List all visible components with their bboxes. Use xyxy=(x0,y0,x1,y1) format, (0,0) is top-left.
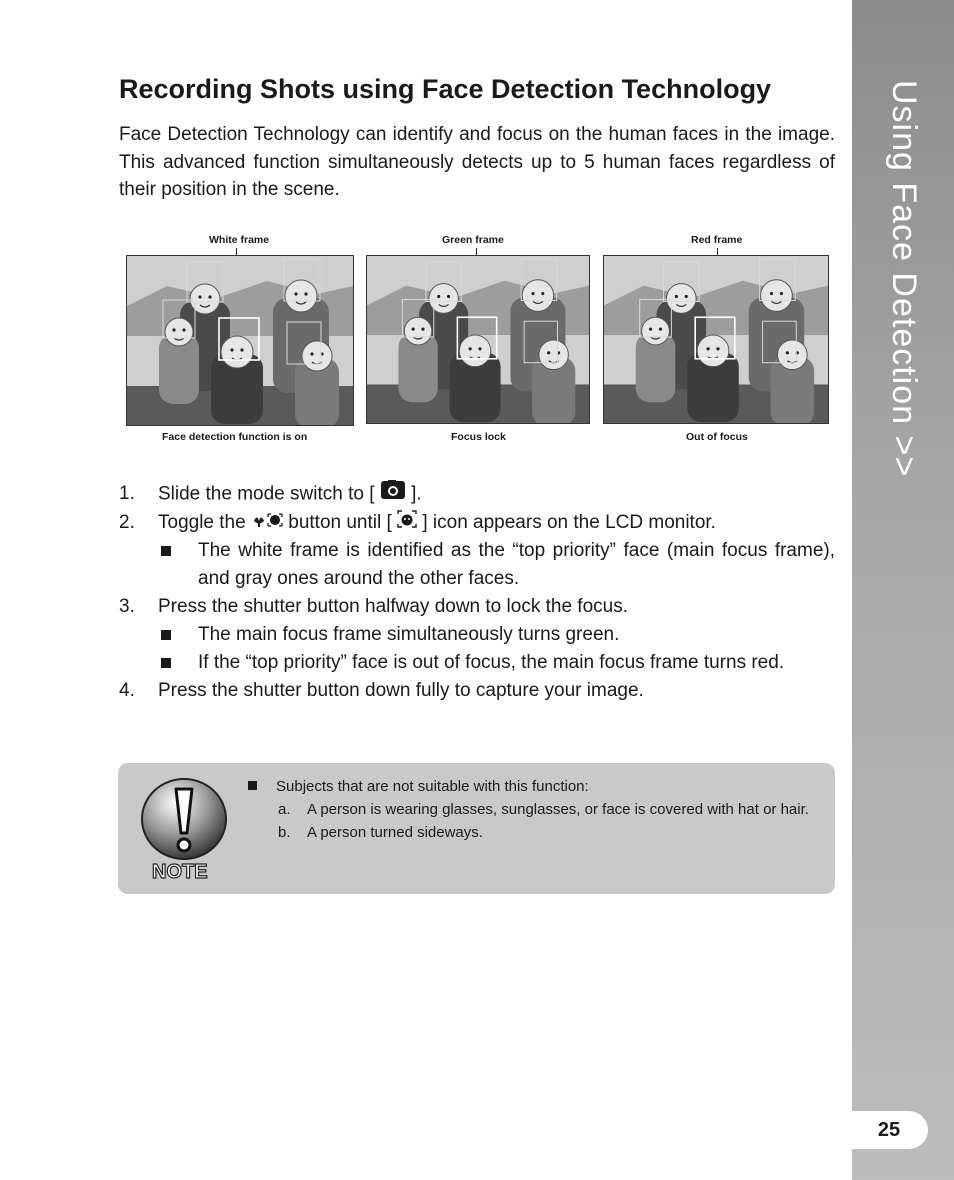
step-bullets xyxy=(158,621,835,677)
step-text: button until [ xyxy=(288,512,392,534)
page-number: 25 xyxy=(850,1111,928,1149)
note-item-letter: a. xyxy=(278,801,291,818)
step-number: 1. xyxy=(119,483,135,504)
square-bullet-icon xyxy=(161,546,171,556)
bullet-item xyxy=(158,649,835,677)
bullet-item xyxy=(158,621,835,649)
square-bullet-icon xyxy=(161,630,171,640)
instruction-steps xyxy=(119,480,835,705)
square-bullet-icon xyxy=(161,658,171,668)
note-label: NOTE xyxy=(152,861,208,883)
photo-bottom-caption: Focus lock xyxy=(451,431,506,443)
note-item-letter: b. xyxy=(278,824,291,841)
photo-bottom-caption: Face detection function is on xyxy=(162,431,308,443)
bullet-text: The main focus frame simultaneously turns green. xyxy=(198,624,620,646)
photo-top-caption: White frame xyxy=(209,234,270,246)
note-bullet xyxy=(248,775,823,798)
step-text: Press the shutter button halfway down to lock the focus. xyxy=(158,596,628,618)
family-photo xyxy=(366,255,590,424)
macro-face-icon xyxy=(251,509,283,537)
note-content xyxy=(248,775,823,844)
step-number: 3. xyxy=(119,596,135,618)
step-text: Toggle the xyxy=(158,512,246,534)
family-photo xyxy=(603,255,829,424)
photo-top-caption: Green frame xyxy=(442,234,504,246)
family-photo xyxy=(126,255,354,426)
note-item-text: A person is wearing glasses, sunglasses, or face is covered with hat or hair. xyxy=(307,801,809,818)
face-detect-icon xyxy=(397,509,417,537)
photo-top-caption: Red frame xyxy=(691,234,743,246)
note-box xyxy=(118,763,835,894)
note-item-text: A person turned sideways. xyxy=(307,824,483,841)
step-2 xyxy=(119,509,835,593)
camera-icon xyxy=(380,480,406,509)
step-text: ] icon appears on the LCD monitor. xyxy=(422,512,716,534)
bullet-text: If the “top priority” face is out of focus, the main focus frame turns red. xyxy=(198,652,785,674)
step-4 xyxy=(119,677,835,705)
square-bullet-icon xyxy=(248,781,257,790)
step-number: 2. xyxy=(119,512,135,533)
bullet-item xyxy=(158,537,835,593)
photo-bottom-caption: Out of focus xyxy=(686,431,748,443)
step-bullets xyxy=(158,537,835,593)
intro-paragraph: Face Detection Technology can identify and focus on the human faces in the image. This advanced function simultaneously detects up to 5 human faces regardless of their position in the scene. xyxy=(119,124,835,200)
note-item xyxy=(248,798,823,821)
note-bullet-text: Subjects that are not suitable with this function: xyxy=(276,778,589,795)
step-3 xyxy=(119,593,835,677)
page-title: Recording Shots using Face Detection Technology xyxy=(119,74,772,104)
note-item xyxy=(248,821,823,844)
step-text: ]. xyxy=(411,483,422,505)
side-tab-title: Using Face Detection >> xyxy=(885,80,923,478)
step-1 xyxy=(119,480,835,509)
step-number: 4. xyxy=(119,680,135,702)
step-text: Slide the mode switch to [ xyxy=(158,483,375,505)
exclamation-icon xyxy=(140,777,228,866)
bullet-text: The white frame is identified as the “top priority” face (main focus frame), and gray ones around the other faces. xyxy=(198,540,835,590)
step-text: Press the shutter button down fully to capture your image. xyxy=(158,680,644,702)
